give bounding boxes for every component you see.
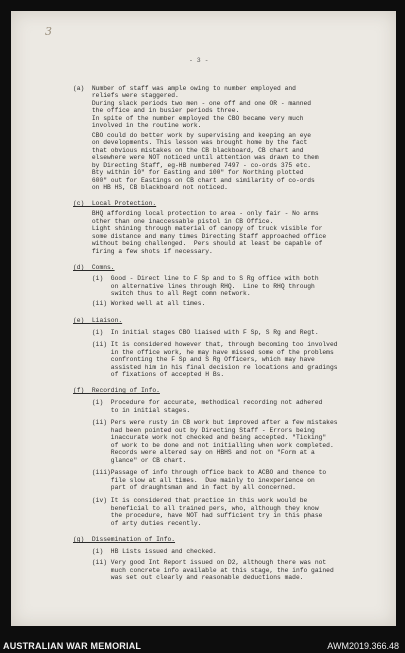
text-line: on HB HS, CB blackboard not noticed. <box>73 184 228 191</box>
text-line: file slow at all times. Due mainly to inexperience on <box>73 477 315 484</box>
text-line: Light shining through material of canopy of truck visible for <box>73 225 323 232</box>
text-line: inaccurate work not checked and being accepted. "Ticking" <box>73 434 327 441</box>
text-line: part of draughtsman and in fact by all concerned. <box>73 484 296 491</box>
text-line: in the office work, he may have missed some of the problems <box>73 349 334 356</box>
text-line: beneficial to all trained pers, who, although they know <box>73 505 319 512</box>
text-line: (a) Number of staff was ample owing to number employed and <box>73 85 296 92</box>
text-line: the office and in busier periods three. <box>73 107 240 114</box>
text-line: (i) Good - Direct line to F Sp and to S Rg office with both <box>73 275 319 282</box>
text-line: (i) In initial stages CBO liaised with F Sp, S Rg and Regt. <box>73 329 319 336</box>
text-line: BHQ affording local protection to area - only fair - No arms <box>73 210 319 217</box>
archive-footer <box>0 631 405 653</box>
text-line: of arty duties recently. <box>73 520 202 527</box>
handwritten-mark: 3 <box>45 25 52 38</box>
text-line: 600" out for Eastings on CB chart and similarity of co-ords <box>73 177 315 184</box>
text-line: (i) HB Lists issued and checked. <box>73 548 217 555</box>
text-line: the procedure, have NOT had sufficient try in this phase <box>73 512 323 519</box>
text-line: During slack periods two men - one off and one OR - manned <box>73 100 312 107</box>
text-line: that obvious mistakes on the CB blackboard, CB chart and <box>73 147 304 154</box>
section-heading: (d) Comns. <box>73 264 115 271</box>
archive-reference: AWM2019.366.48 <box>327 641 399 651</box>
text-line: CBO could do better work by supervising and keeping an eye <box>73 132 312 139</box>
text-line: much concrete info available at this stage, the info gained <box>73 567 334 574</box>
text-line: involved in the routine work. <box>73 122 202 129</box>
text-line: had been pointed out by Directing Staff - Errors being <box>73 427 315 434</box>
text-line: (iv) It is considered that practice in this work would be <box>73 497 308 504</box>
text-line: (ii) Worked well at all times. <box>73 300 206 307</box>
text-line: some distance and many times Directing Staff approached office <box>73 233 327 240</box>
page-number: - 3 - <box>189 57 209 64</box>
section-heading: (f) Recording of Info. <box>73 387 160 394</box>
text-line: elsewhere were NOT noticed until attention was drawn to them <box>73 154 319 161</box>
text-line: (ii) It is considered however that, through becoming too involved <box>73 341 338 348</box>
text-line: to in initial stages. <box>73 407 191 414</box>
text-line: reliefs were staggered. <box>73 92 179 99</box>
text-line: In spite of the number employed the CBO became very much <box>73 115 304 122</box>
section-heading: (g) Dissemination of Info. <box>73 536 176 543</box>
text-line: (ii) Very good Int Report issued on D2, although there was not <box>73 559 327 566</box>
text-line: (i) Procedure for accurate, methodical recording not adhered <box>73 399 323 406</box>
text-line: assisted him in his final decision re locations and gradings <box>73 364 338 371</box>
text-line: of work to be done and not initialling when work completed. <box>73 442 334 449</box>
text-line: (ii) Pers were rusty in CB work but improved after a few mistakes <box>73 419 338 426</box>
text-line: glance" or CB chart. <box>73 457 187 464</box>
text-line: confronting the F Sp and S Rg Officers, which may have <box>73 356 315 363</box>
text-line: firing a few shots if necessary. <box>73 248 213 255</box>
text-line: on developments. This lesson was brought home by the fact <box>73 139 308 146</box>
document-page <box>11 11 396 626</box>
archive-name: AUSTRALIAN WAR MEMORIAL <box>3 641 142 651</box>
text-line: Records were altered say on HBHS and not on "Form at a <box>73 449 315 456</box>
text-line: (iii)Passage of info through office back to ACBO and thence to <box>73 469 327 476</box>
section-heading: (c) Local Protection. <box>73 200 157 207</box>
text-line: switch thus to all Regt comn network. <box>73 290 251 297</box>
text-line: by Directing Staff, eg-HB numbered 7497 - co-ords 375 etc. <box>73 162 312 169</box>
text-line: of fixations of accepted H Bs. <box>73 371 225 378</box>
text-line: was set out clearly and reasonable deductions made. <box>73 574 304 581</box>
text-line: without being challenged. Pers should at least be capable of <box>73 240 323 247</box>
text-line: other than one inaccessable pistol in CB Office. <box>73 218 274 225</box>
text-line: on alternative lines through RHQ. Line to RHQ through <box>73 283 315 290</box>
section-heading: (e) Liaison. <box>73 317 123 324</box>
text-line: Bty within 10" for Easting and 100" for Northing plotted <box>73 169 304 176</box>
